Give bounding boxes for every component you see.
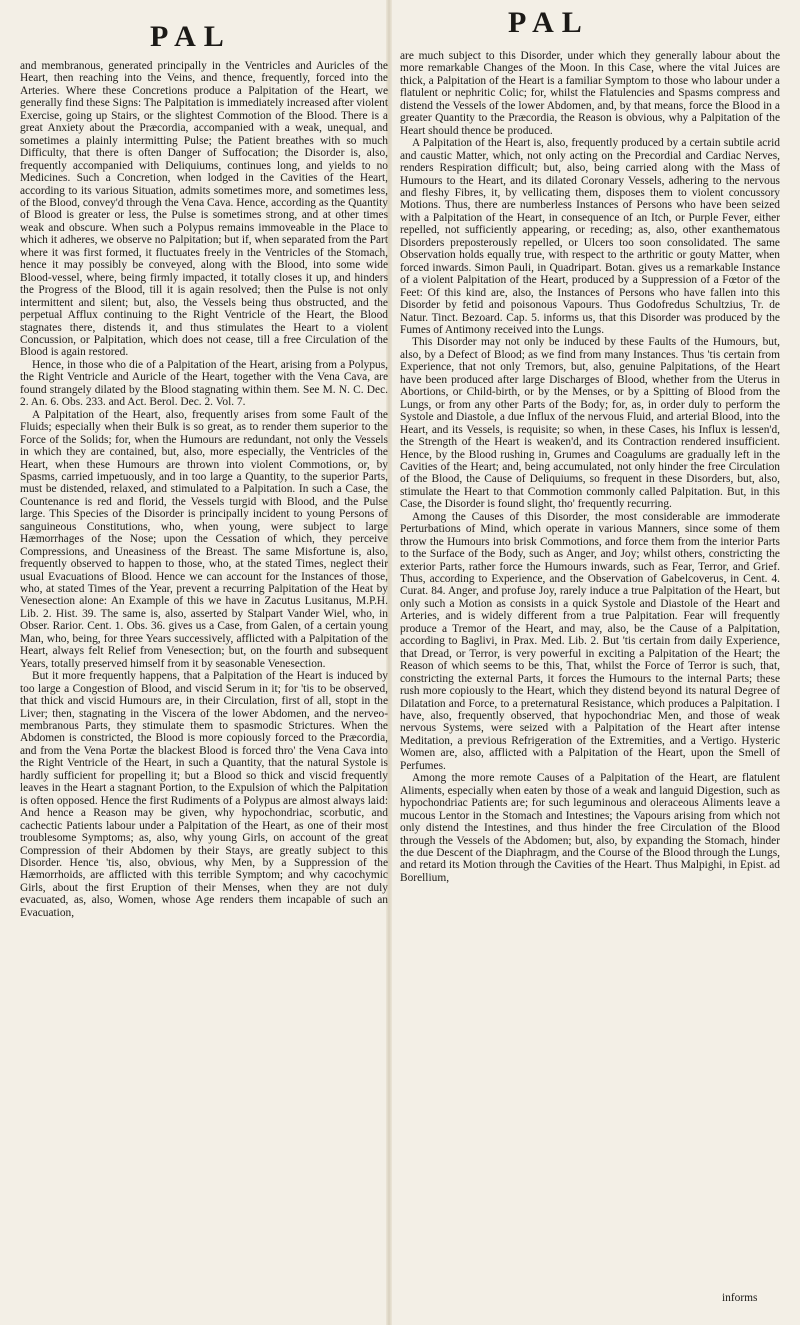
paragraph: A Palpitation of the Heart is, also, frequently produced by a certain subtile acrid and caustic Matter, which, not only acting on the Precordial and Cardiac Nerves, renders Respiration difficult; but, also, being carried along with the Mass of Humours to the Heart, and its dilated Coronary Vessels, adhering to the nervous and fleshy Fibres, it, by vellicating them, disposes them to violent concussory Motions. Thus, there are numberless Instances of Persons who have been seized with a Palpitation of the Heart, in consequence of an Itch, or Purple Fever, either repelled, not sufficiently appearing, or receding; as, also, other exanthematous Disorders preposterously repelled, or Ulcers too soon consolidated. The same Observation holds equally true, with respect to the arthritic or gouty Matter, when forced inwards. Simon Pauli, in Quadripart. Botan. gives us a remarkable Instance of a violent Palpitation of the Heart, produced by a Suppression of a Fœtor of the Feet: Of this kind are, also, the Instances of Persons who have fallen into this Disorder by fetid and poisonous Vapours. Thus Godofredus Schultzius, Tr. de Natur. Tinct. Bezoard. Cap. 5. informs us, that this Disorder was produced by the Fumes of Antimony received into the Lungs.: [400, 137, 780, 336]
running-head-left: PAL: [150, 20, 232, 53]
left-text-column: [20, 60, 388, 1315]
paragraph: Among the more remote Causes of a Palpitation of the Heart, are flatulent Aliments, especially when eaten by those of a weak and languid Digestion, such as hypochondriac Patients are; for such leguminous and oleraceous Aliments leave a mucous Lentor in the Stomach and Intestines; the Vapours arising from which not only distend the Intestines, and thus hinder the free Circulation of the Blood through the Vessels of the Abdomen; but, also, by expanding the Stomach, hinder the due Descent of the Diaphragm, and the Course of the Blood through the Lungs, and retard its Motion through the Cavities of the Heart. Thus Malpighi, in Epist. ad Borellium,: [400, 772, 780, 884]
paragraph: and membranous, generated principally in the Ventricles and Auricles of the Heart, then reaching into the Veins, and thence, frequently, forced into the Arteries. Where these Concretions produce a Palpitation of the Heart, we generally find these Signs: The Palpitation is immediately increased after violent Exercise, going up Stairs, or the slightest Commotion of the Blood. There is a great Anxiety about the Præcordia, accompanied with a weak, unequal, and sometimes a plainly intermitting Pulse; the Patient breathes with so much Difficulty, that there is often Danger of Suffocation; the Disorder is, also, frequently accompanied with Deliquiums, continues long, and yields to no Medicines. Such a Concretion, when lodged in the Cavities of the Heart, according to its various Situation, admits sometimes more, and sometimes less, of the Blood, convey'd through the Vena Cava. Hence, according as the Quantity of Blood is greater or less, the Pulse is sometimes strong, and at other times weak and obscure. When such a Polypus remains immoveable in the Place to which it adheres, we observe no Palpitation; but if, when separated from the Part where it was first formed, it fluctuates freely in the Ventricles of the Stomach, hence it may possibly be conveyed, along with the Blood, into some wide Blood-vessel, where, being firmly impacted, it totally closes it up, and hinders the Progress of the Blood, till it is again resolved; then the Pulse is not only intermittent and silent; but, also, the Vessels being thus obstructed, and the perpetual Afflux continuing to the Right Ventricle of the Heart, the Blood stagnates there, distends it, and thus stimulates the Heart to a violent Concussion, or Palpitation, which does not cease, till a free Circulation of the Blood is again restored.: [20, 60, 388, 359]
right-text-column: [400, 50, 780, 1315]
catchword: informs: [722, 1292, 758, 1304]
paragraph: This Disorder may not only be induced by these Faults of the Humours, but, also, by a Defect of Blood; as we find from many Instances. Thus 'tis certain from Experience, that not only Tremors, but, also, genuine Palpitations, of the Heart have been produced after large Discharges of Blood, whether from the Uterus in Abortions, or Child-birth, or by the Menses, or by a Spitting of Blood from the Lungs, or from any other Parts of the Body; for, as, in order duly to perform the Systole and Diastole, a due Influx of the nervous Fluid, and arterial Blood, into the Heart, and its Vessels, is requisite; so when, in these Cases, his Influx is lessen'd, the Strength of the Heart is weaken'd, and its Contraction rendered insufficient. Hence, by the Blood rushing in, Grumes and Coagulums are gradually left in the Cavities of the Heart; and, being accumulated, not only hinder the free Circulation of the Blood, the Cause of Deliquiums, so frequent in these Disorders, but, also, stimulate the Heart to that Commotion commonly called Palpitation. But, in this Case, the Disorder is found slight, tho' frequently recurring.: [400, 336, 780, 511]
paragraph: are much subject to this Disorder, under which they generally labour about the more remarkable Changes of the Moon. In this Case, where the vital Juices are thick, a Palpitation of the Heart is a familiar Symptom to those who labour under a flatulent or nephritic Colic; for, whilst the Flatulencies and Spasms compress and distend the Vessels of the lower Abdomen, and, by that means, force the Blood in a greater Quantity to the Præcordia, the Reason is obvious, why a Palpitation of the Heart should thence be produced.: [400, 50, 780, 137]
running-head-right: PAL: [508, 6, 590, 39]
paragraph: Hence, in those who die of a Palpitation of the Heart, arising from a Polypus, the Right Ventricle and Auricle of the Heart, together with the Vena Cava, are found strangely dilated by the Blood stagnating within them. See M. N. C. Dec. 2. An. 6. Obs. 233. and Act. Berol. Dec. 2. Vol. 7.: [20, 358, 388, 409]
paragraph: Among the Causes of this Disorder, the most considerable are immoderate Perturbations of Mind, which operate in various Manners, since some of them throw the Humours into brisk Commotions, and force them from the interior Parts to the Surface of the Body, such as Anger, and Joy; whilst others, constricting the exterior Parts, rather force the Humours inwards, such as Fear, Terror, and Grief. Thus, according to Experience, and the Observation of Gabelcoverus, in Cent. 4. Curat. 84. Anger, and profuse Joy, rarely induce a true Palpitation of the Heart, but only such a Motion as consists in a quick Systole and Diastole of the Heart and Arteries, and is widely different from a true Palpitation. Fear will frequently produce a Tremor of the Heart, and may, also, be the Cause of a Palpitation, according to Baglivi, in Prax. Med. Lib. 2. But 'tis certain from daily Experience, that Dread, or Terror, is very powerful in exciting a Palpitation of the Heart; the Reason of which seems to be this, That, whilst the Force of Terror is such, that, constricting the external Parts, it forces the Humours to the internal Parts; these rush more copiously to the Heart, which they distend beyond its natural Degree of Dilatation and Force, to a preternatural Resistance, which produces a Palpitation. I have, also, frequently observed, that hypochondriac Men, and those of weak nervous Systems, were seized with a Palpitation of the Heart after intense Meditation, a previous Refrigeration of the Extremities, and a Vertigo. Hysteric Women are, also, afflicted with a Palpitation of the Heart, upon the Smell of Perfumes.: [400, 510, 780, 772]
paragraph: But it more frequently happens, that a Palpitation of the Heart is induced by too large a Congestion of Blood, and viscid Serum in it; for 'tis to be observed, that thick and viscid Humours are, in their Circulation, first of all, stopt in the Liver; then, stagnating in the Viscera of the lower Abdomen, and the nerveo-membranous Parts, they stimulate them to spasmodic Strictures. When the Abdomen is constricted, the Blood is more copiously forced to the Præcordia, and from the Vena Portæ the blackest Blood is forced thro' the Vena Cava into the Right Ventricle of the Heart, in such a Quantity, that the natural Systole is hardly sufficient for propelling it; but a Blood so thick and viscid frequently leaves in the Heart a stagnant Portion, to the Expulsion of which the Palpitation is often opposed. Hence the first Rudiments of a Polypus are almost always laid: And hence a Reason may be given, why hypochondriac, scorbutic, and cachectic Patients labour under a Palpitation of the Heart, as one of their most troublesome Symptoms; as, also, why young Girls, on account of the great Compression of their Abdomen by their Stays, are greatly subject to this Disorder. Hence 'tis, also, obvious, why Men, by a Suppression of the Hæmorrhoids, are afflicted with this terrible Symptom; and why cacochymic Girls, about the first Eruption of their Menses, when they are not duly evacuated, as, also, Women, whose Age renders them incapable of such an Evacuation,: [20, 670, 388, 919]
paragraph: A Palpitation of the Heart, also, frequently arises from some Fault of the Fluids; especially when their Bulk is so great, as to render them superior to the Force of the Solids; for, when the Humours are redundant, not only the Vessels in which they are contained, but, also, more especially, the Ventricles of the Heart, when these Humours are thrown into violent Commotions, or, by Spasms, carried impetuously, and in too large a Quantity, to the superior Parts, must be distended, relaxed, and stimulated to a Palpitation. In such a Case, the Countenance is red and florid, the Vessels turgid with Blood, and the Pulse large. This Species of the Disorder is principally incident to young Persons of sanguineous Constitutions, who, when young, were subject to large Hæmorrhages of the Nose; upon the Cessation of which, they perceive Compressions, and Uneasiness of the Breast. The same Misfortune is, also, frequently observed to happen to those, who, at the stated Times, neglect their usual Evacuations of Blood. Hence we can account for the Instances of those, who, at stated Times of the Year, prevent a recurring Palpitation of the Heat by Venesection alone: An Example of this we have in Zacutus Lusitanus, M.P.H. Lib. 2. Hist. 39. The same is, also, asserted by Stalpart Vander Wiel, who, in Obser. Rarior. Cent. 1. Obs. 36. gives us a Case, from Galen, of a certain young Man, who, being, for three Years successively, afflicted with a Palpitation of the Heart, always felt Relief from Venesection; but, on the fourth and subsequent Years, totally preserved himself from it by seasonable Venesection.: [20, 408, 388, 670]
